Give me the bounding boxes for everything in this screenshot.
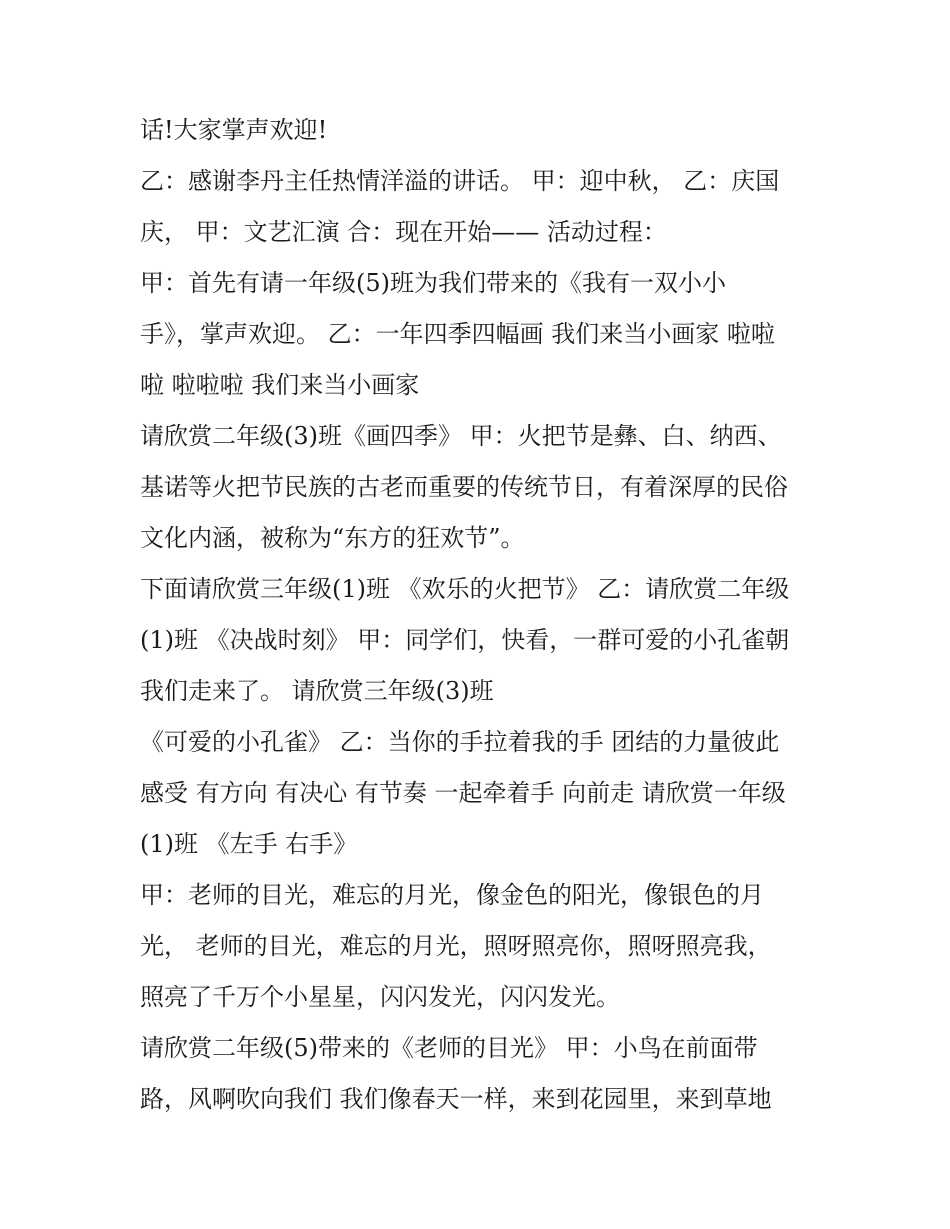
- text-line: 我们走来了。 请欣赏三年级(3)班: [140, 677, 494, 705]
- text-line: 文化内涵，被称为“东方的狂欢节”。: [140, 524, 525, 552]
- text-line: (1)班 《左手 右手》: [140, 830, 358, 858]
- text-line: 乙：感谢李丹主任热情洋溢的讲话。 甲：迎中秋， 乙：庆国: [140, 167, 780, 195]
- text-line: 光， 老师的目光，难忘的月光，照呀照亮你，照呀照亮我，: [140, 932, 772, 960]
- text-line: 照亮了千万个小星星，闪闪发光，闪闪发光。: [140, 983, 620, 1011]
- document-body: [140, 105, 840, 1125]
- text-line: 下面请欣赏三年级(1)班 《欢乐的火把节》 乙：请欣赏二年级: [140, 575, 790, 603]
- text-line: 甲：首先有请一年级(5)班为我们带来的《我有一双小小: [140, 269, 726, 297]
- text-line: 话!大家掌声欢迎!: [140, 116, 328, 144]
- text-line: 请欣赏二年级(5)带来的《老师的目光》 甲：小鸟在前面带: [140, 1034, 758, 1062]
- text-line: 啦 啦啦啦 我们来当小画家: [140, 371, 420, 399]
- text-line: 请欣赏二年级(3)班《画四季》 甲：火把节是彝、白、纳西、: [140, 422, 782, 450]
- text-line: 路，风啊吹向我们 我们像春天一样，来到花园里，来到草地: [140, 1085, 772, 1113]
- text-line: 甲：老师的目光，难忘的月光，像金色的阳光，像银色的月: [140, 881, 764, 909]
- text-line: 庆， 甲：文艺汇演 合：现在开始—— 活动过程：: [140, 218, 667, 246]
- text-line: 感受 有方向 有决心 有节奏 一起牵着手 向前走 请欣赏一年级: [140, 779, 786, 807]
- text-line: 基诺等火把节民族的古老而重要的传统节日，有着深厚的民俗: [140, 473, 788, 501]
- text-line: (1)班 《决战时刻》 甲：同学们，快看，一群可爱的小孔雀朝: [140, 626, 790, 654]
- text-line: 《可爱的小孔雀》 乙：当你的手拉着我的手 团结的力量彼此: [140, 728, 780, 756]
- text-line: 手》，掌声欢迎。 乙：一年四季四幅画 我们来当小画家 啦啦: [140, 320, 775, 348]
